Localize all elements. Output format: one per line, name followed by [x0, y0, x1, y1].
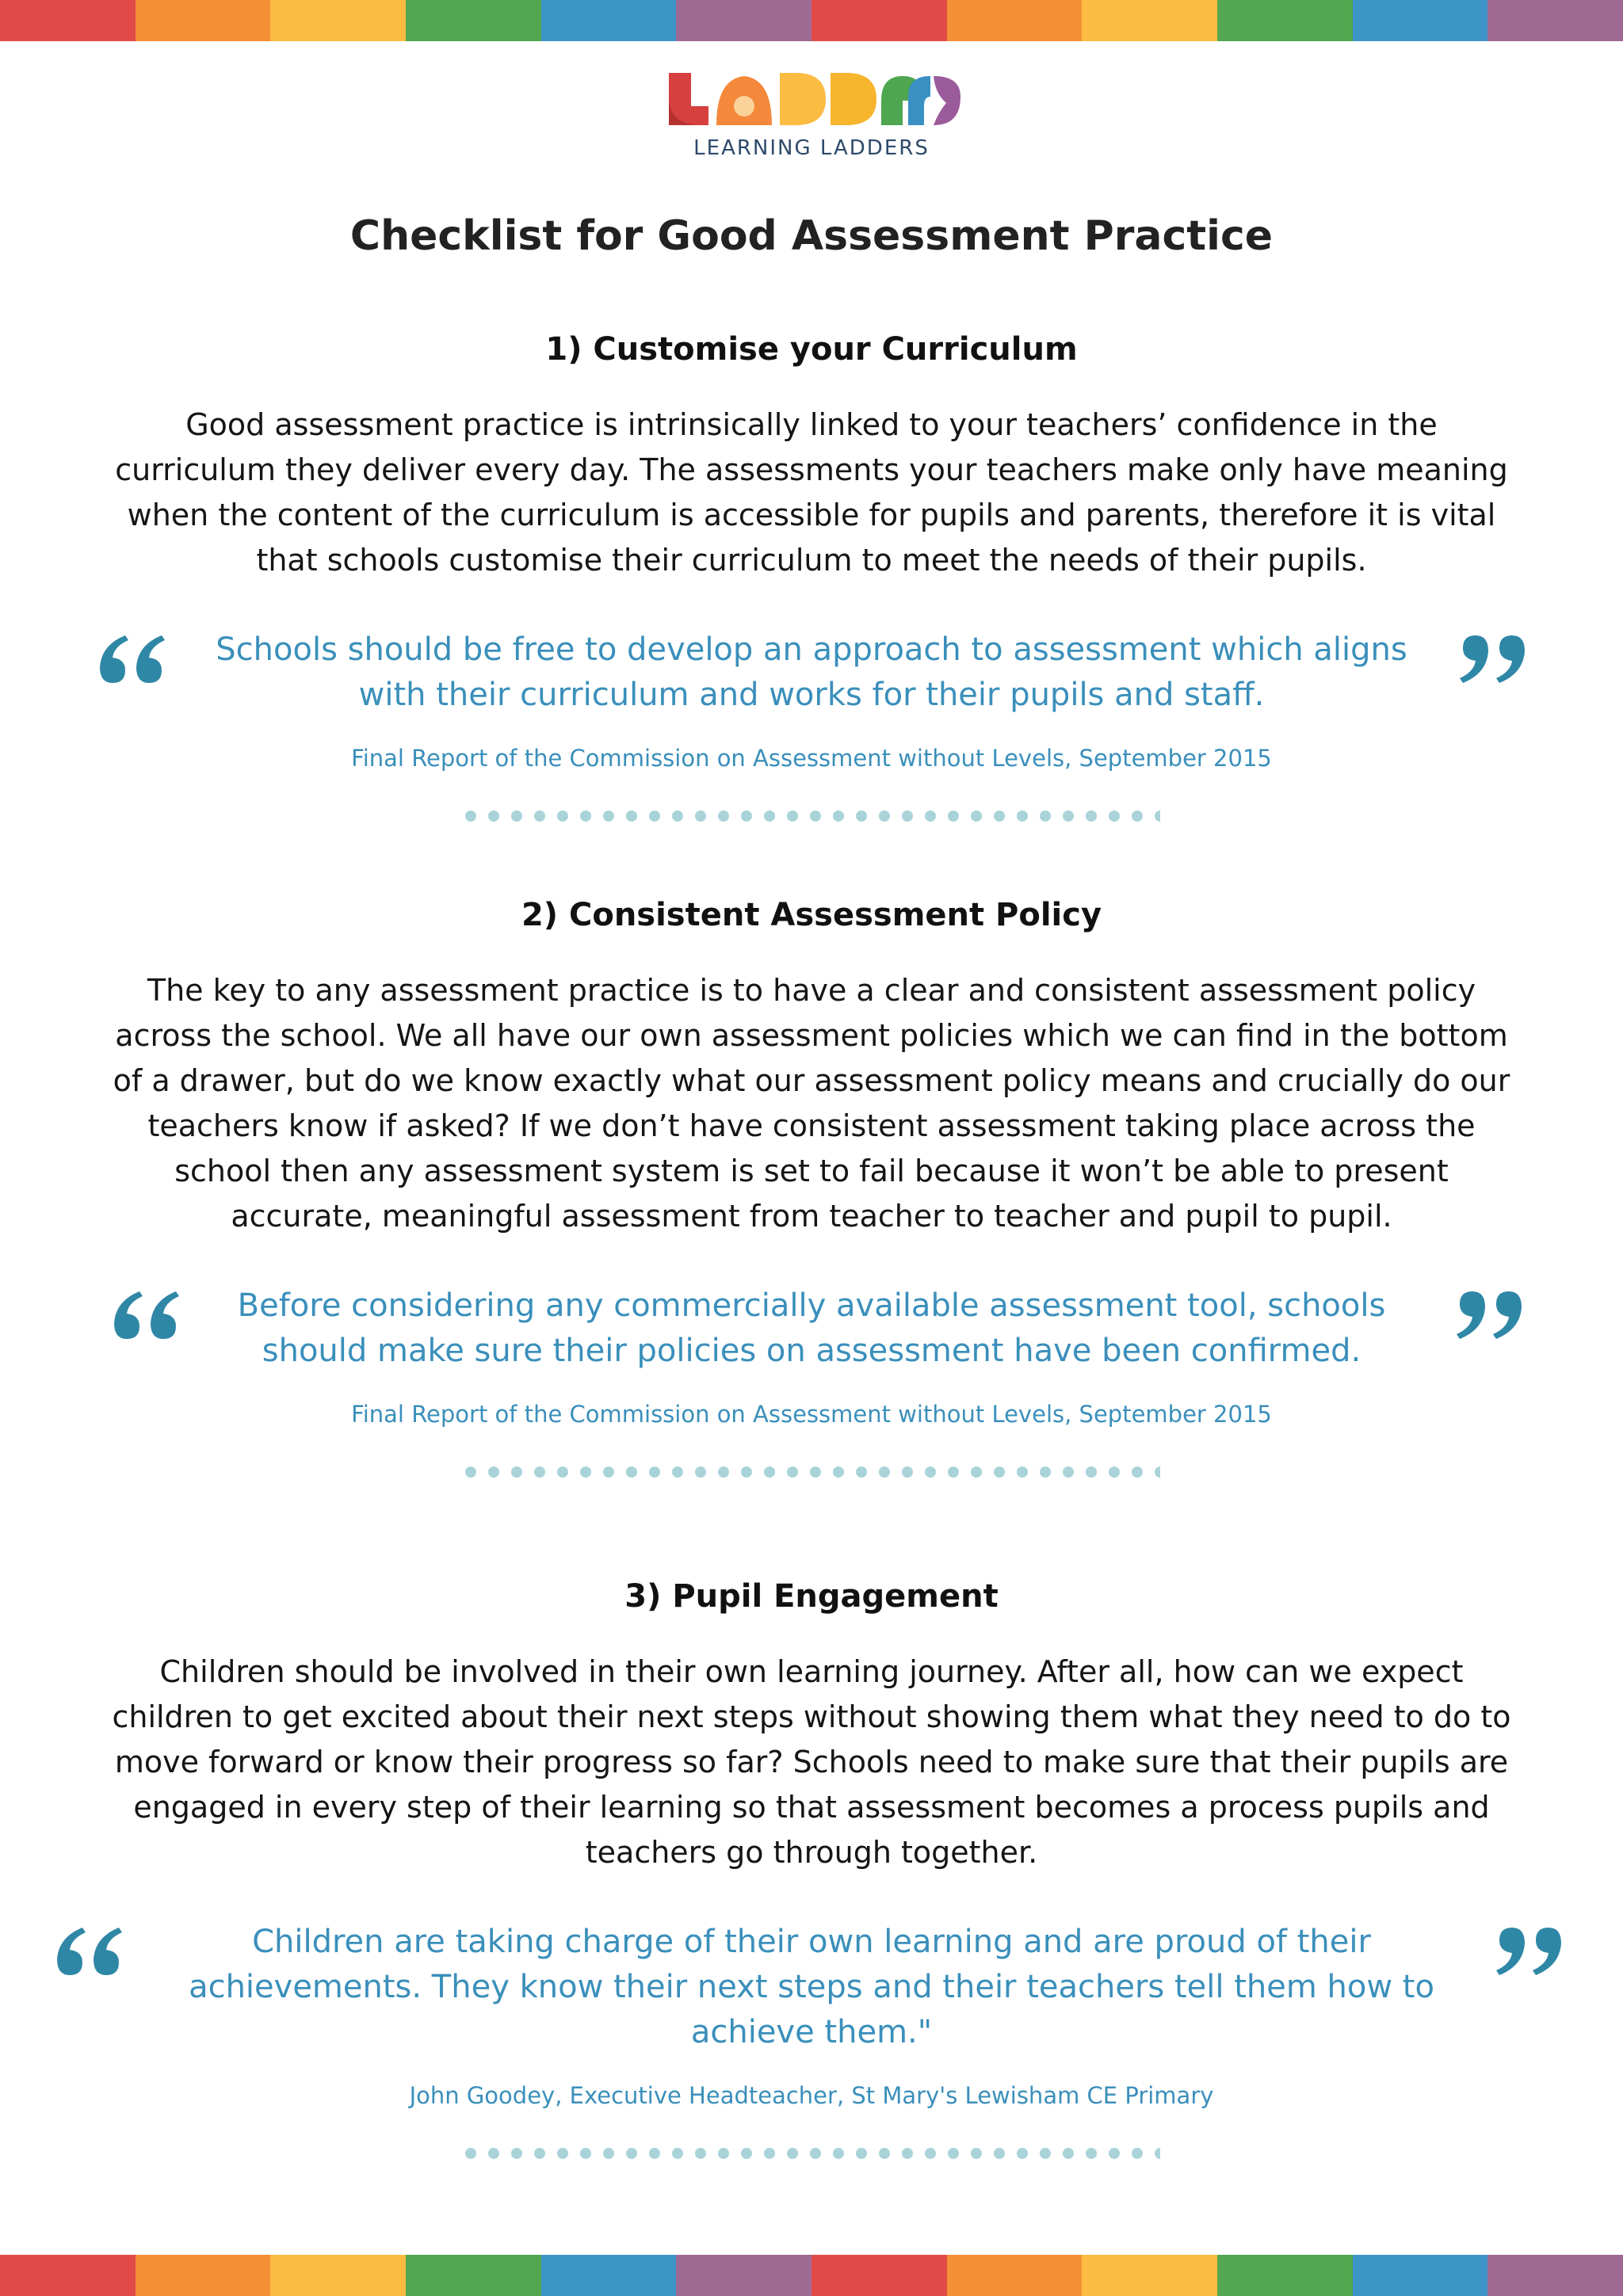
divider-dot — [1063, 2148, 1074, 2159]
stripe-block — [1353, 2255, 1488, 2296]
divider-dot — [879, 2148, 890, 2159]
stripe-block — [676, 0, 812, 41]
divider-dot — [672, 810, 683, 822]
divider-dot — [1040, 810, 1051, 822]
divider-dot — [672, 1466, 683, 1478]
stripe-block — [812, 2255, 947, 2296]
divider-dot — [695, 1466, 706, 1478]
stripe-block — [136, 2255, 271, 2296]
divider-dot — [902, 1466, 913, 1478]
divider-dot — [534, 1466, 545, 1478]
divider-dot — [718, 810, 729, 822]
stripe-block — [1353, 0, 1488, 41]
divider-dot — [948, 2148, 959, 2159]
divider-dot — [925, 2148, 936, 2159]
divider-dot — [672, 2148, 683, 2159]
divider-dot — [465, 1466, 476, 1478]
divider-dot — [879, 810, 890, 822]
stripe-block — [1217, 2255, 1353, 2296]
divider-dot — [718, 1466, 729, 1478]
dotted-divider — [463, 1464, 1160, 1480]
dotted-divider — [463, 808, 1160, 824]
quote-source: John Goodey, Executive Headteacher, St Mary's Lewisham CE Primary — [409, 2082, 1214, 2109]
stripe-block — [947, 2255, 1083, 2296]
divider-dot — [1132, 1466, 1143, 1478]
divider-dot — [626, 810, 637, 822]
close-quote-icon — [1458, 631, 1531, 688]
divider-dot — [557, 810, 568, 822]
divider-dot — [741, 1466, 752, 1478]
divider-dot — [810, 1466, 821, 1478]
divider-dot — [1109, 1466, 1120, 1478]
divider-dot — [649, 2148, 660, 2159]
divider-dot — [1063, 810, 1074, 822]
divider-dot — [1086, 1466, 1097, 1478]
divider-dot — [1155, 2148, 1160, 2159]
divider-dot — [810, 2148, 821, 2159]
divider-dot — [925, 810, 936, 822]
stripe-block — [270, 0, 406, 41]
stripe-block — [541, 0, 677, 41]
divider-dot — [649, 1466, 660, 1478]
section-heading: 2) Consistent Assessment Policy — [521, 897, 1102, 933]
divider-dot — [534, 810, 545, 822]
divider-dot — [1017, 810, 1028, 822]
quote-block — [0, 1920, 1623, 2055]
divider-dot — [580, 1466, 591, 1478]
section-body: The key to any assessment practice is to have a clear and consistent assessment policy across the school. We all have our own assessment policies which we can find in the bottom of a drawer, but do we know exactly what our assessment policy means and crucially do our teachers know if asked? If we don’t have consistent assessment taking place across the school then any assessment system is set to fail because it won’t be able to present accurate, meaningful assessment from teacher to teacher and pupil to pupil. — [113, 973, 1510, 1234]
divider-dot — [695, 2148, 706, 2159]
stripe-block — [676, 2255, 812, 2296]
divider-dot — [971, 810, 982, 822]
divider-dot — [1040, 1466, 1051, 1478]
section-body: Children should be involved in their own learning journey. After all, how can we expect children to get excited about their next steps without showing them what they need to do to move forward or know their progress so far? Schools need to make sure that their pupils are engaged in every step of their learning so that assessment becomes a process pupils and teachers go through together. — [112, 1654, 1511, 1870]
divider-dot — [649, 810, 660, 822]
section-customise-curriculum — [0, 331, 1623, 824]
stripe-block — [136, 0, 271, 41]
divider-dot — [488, 1466, 499, 1478]
divider-dot — [787, 1466, 798, 1478]
logo-subtitle: LEARNING LADDERS — [693, 136, 930, 160]
open-quote-icon — [94, 631, 166, 688]
stripe-block — [0, 2255, 136, 2296]
stripe-block — [1487, 0, 1623, 41]
divider-dot — [971, 1466, 982, 1478]
divider-dot — [511, 810, 522, 822]
learning-ladders-logo — [0, 65, 1623, 160]
divider-dot — [1155, 810, 1160, 822]
section-heading: 3) Pupil Engagement — [624, 1578, 999, 1615]
divider-dot — [580, 2148, 591, 2159]
divider-dot — [1040, 2148, 1051, 2159]
divider-dot — [764, 2148, 775, 2159]
divider-dot — [557, 2148, 568, 2159]
divider-dot — [1132, 810, 1143, 822]
divider-dot — [1109, 2148, 1120, 2159]
section-body: Good assessment practice is intrinsically linked to your teachers’ confidence in the curriculum they deliver every day. The assessments your teachers make only have meaning when the content of the curriculum is accessible for pupils and parents, therefore it is vital that schools customise their curriculum to meet the needs of their pupils. — [115, 407, 1508, 578]
divider-dot — [948, 1466, 959, 1478]
stripe-block — [541, 2255, 677, 2296]
stripe-block — [1487, 2255, 1623, 2296]
divider-dot — [810, 810, 821, 822]
quote-text: Before considering any commercially available assessment tool, schools should make sure their policies on assessment have been confirmed. — [237, 1287, 1386, 1369]
quote-block — [0, 627, 1623, 718]
stripe-block — [270, 2255, 406, 2296]
divider-dot — [902, 2148, 913, 2159]
divider-dot — [488, 2148, 499, 2159]
divider-dot — [1109, 810, 1120, 822]
divider-dot — [557, 1466, 568, 1478]
divider-dot — [994, 2148, 1005, 2159]
divider-dot — [603, 1466, 614, 1478]
open-quote-icon — [51, 1923, 124, 1980]
ladders-logo-mark — [661, 65, 962, 128]
quote-text: Children are taking charge of their own learning and are proud of their achievements. They know their next steps and their teachers tell them how to achieve them." — [189, 1924, 1434, 2050]
stripe-block — [1082, 2255, 1217, 2296]
close-quote-icon — [1495, 1923, 1568, 1980]
stripe-block — [947, 0, 1083, 41]
divider-dot — [948, 810, 959, 822]
divider-dot — [856, 1466, 867, 1478]
divider-dot — [534, 2148, 545, 2159]
close-quote-icon — [1455, 1287, 1528, 1344]
section-heading: 1) Customise your Curriculum — [545, 331, 1078, 368]
quote-block — [0, 1283, 1623, 1374]
divider-dot — [994, 1466, 1005, 1478]
divider-dot — [465, 810, 476, 822]
divider-dot — [1086, 810, 1097, 822]
quote-text: Schools should be free to develop an approach to assessment which aligns with their curriculum and works for their pupils and staff. — [216, 631, 1407, 713]
page-title: Checklist for Good Assessment Practice — [349, 212, 1274, 260]
section-consistent-policy — [0, 897, 1623, 1480]
stripe-block — [1082, 0, 1217, 41]
stripe-block — [0, 0, 136, 41]
bottom-color-stripe — [0, 2255, 1623, 2296]
divider-dot — [764, 1466, 775, 1478]
divider-dot — [925, 1466, 936, 1478]
divider-dot — [833, 1466, 844, 1478]
divider-dot — [603, 810, 614, 822]
divider-dot — [833, 810, 844, 822]
divider-dot — [994, 810, 1005, 822]
quote-source: Final Report of the Commission on Assessment without Levels, September 2015 — [351, 1401, 1272, 1428]
open-quote-icon — [108, 1287, 181, 1344]
divider-dot — [787, 810, 798, 822]
divider-dot — [626, 1466, 637, 1478]
divider-dot — [488, 810, 499, 822]
stripe-block — [406, 0, 541, 41]
divider-dot — [1086, 2148, 1097, 2159]
divider-dot — [1063, 1466, 1074, 1478]
divider-dot — [1017, 2148, 1028, 2159]
divider-dot — [695, 810, 706, 822]
section-pupil-engagement — [0, 1578, 1623, 2161]
divider-dot — [741, 2148, 752, 2159]
divider-dot — [856, 2148, 867, 2159]
divider-dot — [971, 2148, 982, 2159]
stripe-block — [812, 0, 947, 41]
divider-dot — [1017, 1466, 1028, 1478]
divider-dot — [879, 1466, 890, 1478]
divider-dot — [787, 2148, 798, 2159]
divider-dot — [718, 2148, 729, 2159]
stripe-block — [1217, 0, 1353, 41]
divider-dot — [626, 2148, 637, 2159]
divider-dot — [1132, 2148, 1143, 2159]
divider-dot — [902, 810, 913, 822]
top-color-stripe — [0, 0, 1623, 41]
divider-dot — [741, 810, 752, 822]
divider-dot — [580, 810, 591, 822]
divider-dot — [511, 1466, 522, 1478]
divider-dot — [1155, 1466, 1160, 1478]
divider-dot — [603, 2148, 614, 2159]
divider-dot — [833, 2148, 844, 2159]
divider-dot — [764, 810, 775, 822]
divider-dot — [511, 2148, 522, 2159]
divider-dot — [856, 810, 867, 822]
dotted-divider — [463, 2145, 1160, 2161]
stripe-block — [406, 2255, 541, 2296]
divider-dot — [465, 2148, 476, 2159]
quote-source: Final Report of the Commission on Assessment without Levels, September 2015 — [351, 745, 1272, 772]
